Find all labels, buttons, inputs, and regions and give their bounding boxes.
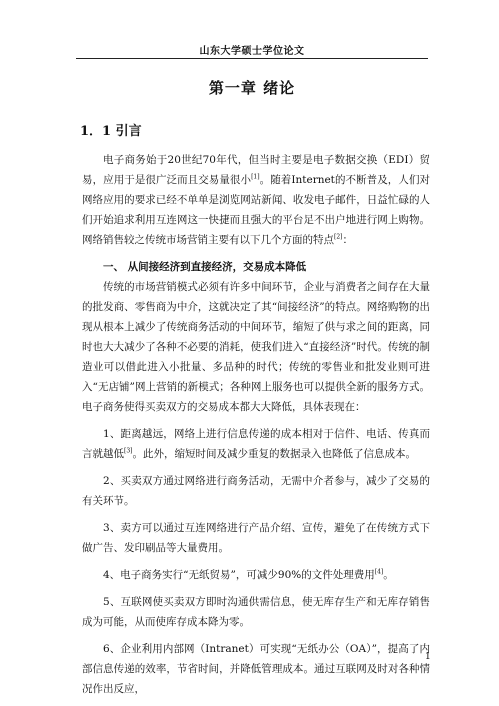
subheading-direct-economy: 一、 从间接经济到直接经济，交易成本降低 — [103, 261, 307, 273]
citation-ref: [1] — [251, 173, 260, 181]
body-text — [82, 150, 430, 699]
section-heading: 1．1 引言 — [80, 124, 142, 139]
item1-text-1: 1、距离越远，网络上进行信息传递的成本相对于信件、电话、传真而言就越低 — [82, 428, 430, 460]
list-item-6: 6、企业利用内部网（Intranet）可实现“无纸办公（OA）”，提高了内部信息传递的效率，节省时间，并降低管理成本。通过互联网及时对各种情况作出反应， — [82, 643, 430, 695]
running-header: 山东大学硕士学位论文 — [199, 46, 305, 57]
list-item-1 — [82, 424, 430, 464]
item4-text-1: 4、电子商务实行“无纸贸易”，可减少90%的文件处理费用 — [103, 569, 375, 581]
citation-ref: [4] — [374, 568, 384, 576]
list-item-3: 3、卖方可以通过互连网络进行产品介绍、宣传，避免了在传统方式下做广告、发印刷品等大量费用。 — [82, 522, 430, 554]
paragraph-intro — [82, 150, 430, 250]
intro-text-2: 。随着Internet的不断普及，人们对网络应用的要求已经不单单是浏览网站新闻、收发电子邮件，日益忙碌的人们开始追求利用互连网这一快捷而且强大的平台足不出户地进行网上购物。网络销售较之传统市场营销主要有以下几个方面的特点 — [82, 174, 431, 246]
header-rule — [76, 58, 428, 59]
list-item-4 — [82, 565, 430, 585]
intro-text-3: ： — [342, 234, 353, 246]
item1-text-2: 。此外，缩短时间及减少重复的数据录入也降低了信息成本。 — [132, 448, 416, 460]
chapter-title: 第一章 绪论 — [208, 79, 296, 97]
citation-ref: [3] — [124, 447, 133, 455]
intro-text-1: 电子商务始于20世纪70年代，但当时主要是电子数据交换（EDI）贸易，应用于是很广泛而且交易量很小 — [82, 154, 430, 186]
citation-ref: [2] — [334, 233, 343, 241]
paragraph-traditional-marketing: 传统的市场营销模式必须有许多中间环节，企业与消费者之间存在大量的批发商、零售商为中介，这就决定了其“间接经济”的特点。网络购物的出现从根本上减少了传统商务活动的中间环节，缩短了供与求之间的距离，同时也大大减少了各种不必要的消耗，使我们进入“直接经济”时代。传统的制造业可以借此进入小批量、多品种的时代；传统的零售业和批发业则可进入“无店铺”网上营销的新模式；各种网上服务也可以提供全新的服务方式。电子商务使得买卖双方的交易成本都大大降低，具体表现在： — [82, 281, 430, 413]
page-number: 1 — [425, 652, 431, 662]
list-item-2: 2、买卖双方通过网络进行商务活动，无需中介者参与，减少了交易的有关环节。 — [82, 475, 430, 507]
list-item-5: 5、互联网使买卖双方即时沟通供需信息，使无库存生产和无库存销售成为可能，从而使库存成本降为零。 — [82, 596, 430, 628]
item4-text-2: 。 — [383, 569, 394, 581]
